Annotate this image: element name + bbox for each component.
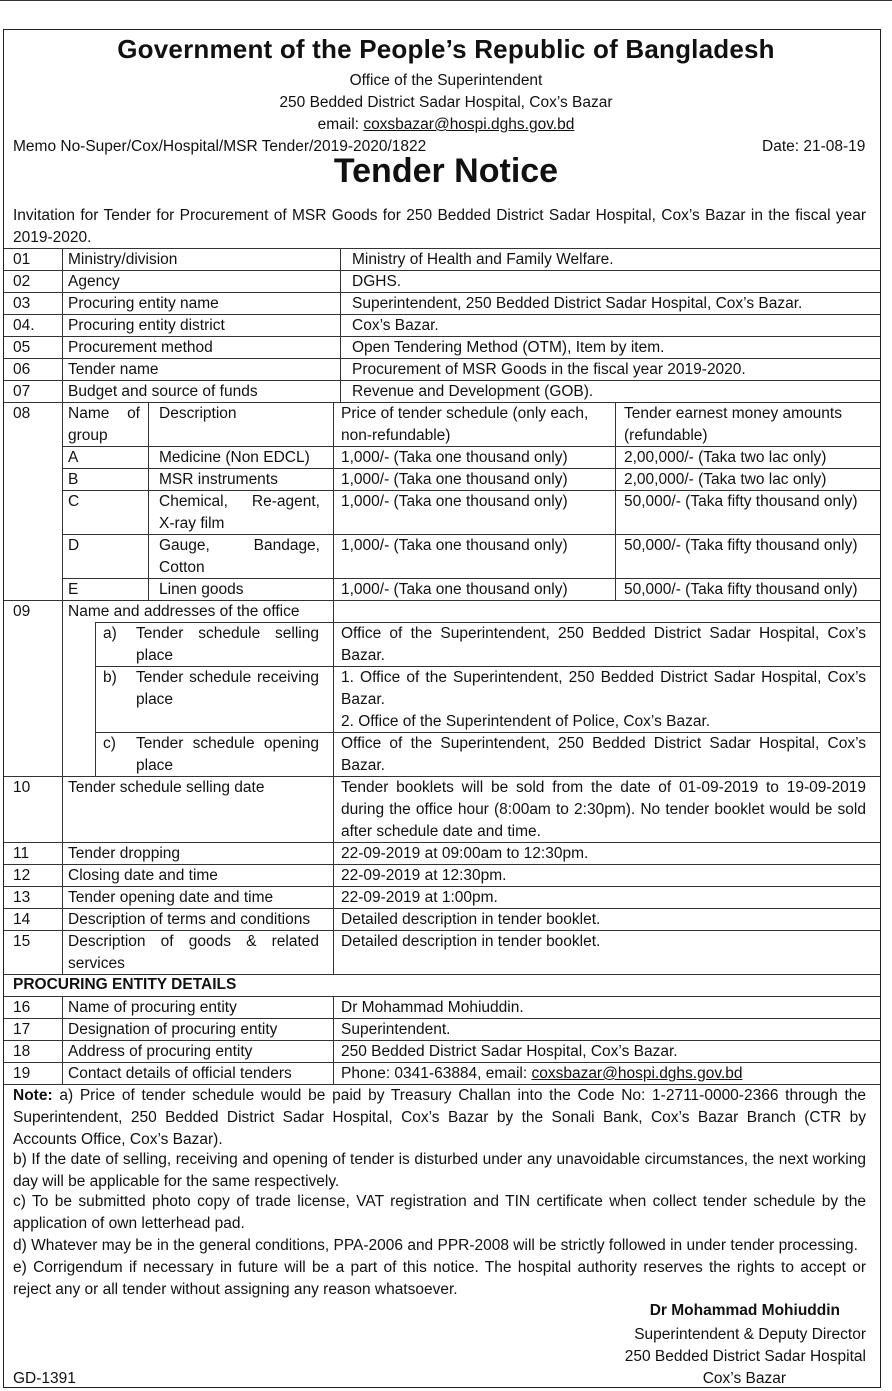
table-rule-v	[333, 402, 334, 600]
row-number: 05	[13, 339, 31, 356]
group-description: Chemical, Re-agent,	[159, 493, 320, 510]
row-08-number: 08	[13, 405, 31, 422]
row-19-number: 19	[13, 1065, 31, 1082]
earnest-money: 2,00,000/- (Taka two lac only)	[624, 471, 827, 488]
office-item-address: Bazar.	[341, 647, 385, 664]
row-label: Description of terms and conditions	[68, 911, 311, 928]
row-15-label-line2: services	[68, 955, 125, 972]
row-number: 06	[13, 361, 31, 378]
row-15-value: Detailed description in tender booklet.	[341, 933, 601, 950]
row-number: 12	[13, 867, 31, 884]
table-rule-v	[333, 600, 334, 974]
email-label: email:	[317, 116, 359, 133]
earnest-money: 2,00,000/- (Taka two lac only)	[624, 449, 827, 466]
group-description: Gauge, Bandage,	[159, 537, 320, 554]
office-line: Office of the Superintendent	[349, 72, 543, 89]
note-d: d) Whatever may be in the general conditions, PPA-2006 and PPR-2008 will be strictly followed in under tender processing.	[13, 1237, 858, 1254]
row-value: Detailed description in tender booklet.	[341, 911, 601, 928]
group-header-line2: group	[68, 427, 108, 444]
row-label: Name of procuring entity	[68, 999, 237, 1016]
selling-date-text: after schedule date and time.	[341, 823, 541, 840]
signatory-location: Cox’s Bazar	[702, 1370, 786, 1387]
office-item-letter: a)	[103, 625, 117, 642]
email-link[interactable]: coxsbazar@hospi.dghs.gov.bd	[363, 116, 575, 133]
signatory-hospital: 250 Bedded District Sadar Hospital	[624, 1348, 866, 1365]
row-label: Tender opening date and time	[68, 889, 274, 906]
row-number: 11	[13, 845, 30, 862]
signatory-name: Dr Mohammad Mohiuddin	[649, 1302, 840, 1319]
office-item-label: place	[136, 647, 174, 664]
office-item-address: 2. Office of the Superintendent of Police, Cox’s Bazar.	[341, 713, 711, 730]
price-header-line2: non-refundable)	[341, 427, 451, 444]
row-number: 07	[13, 383, 31, 400]
row-number: 16	[13, 999, 31, 1016]
notice-date: Date: 21-08-19	[762, 138, 866, 155]
row-value: 22-09-2019 at 09:00am to 12:30pm.	[341, 845, 589, 862]
memo-number: Memo No-Super/Cox/Hospital/MSR Tender/2019-2020/1822	[13, 138, 427, 155]
row-19-label: Contact details of official tenders	[68, 1065, 292, 1082]
table-rule-v	[615, 402, 616, 600]
top-rule	[0, 0, 892, 1]
invitation-text: Invitation for Tender for Procurement of MSR Goods for 250 Bedded District Sadar Hospital, Cox’s Bazar in the fiscal year 2019-2020.	[13, 207, 866, 246]
signatory-designation: Superintendent & Deputy Director	[634, 1326, 866, 1343]
note-e: e) Corrigendum if necessary in future will be a part of this notice. The hospital authority reserves the rights to accept or reject any or all tender without assigning any reason whatsoever.	[13, 1259, 866, 1298]
earnest-money: 50,000/- (Taka fifty thousand only)	[624, 493, 858, 510]
row-09-label: Name and addresses of the office	[68, 603, 300, 620]
table-rule-v	[340, 248, 341, 402]
row-label: Ministry/division	[68, 251, 178, 268]
office-item-address: Bazar.	[341, 757, 385, 774]
table-rule-v	[95, 622, 96, 776]
page-title: Tender Notice	[333, 152, 559, 190]
footer-code: GD-1391	[13, 1370, 76, 1387]
group-description: MSR instruments	[159, 471, 278, 488]
schedule-price: 1,000/- (Taka one thousand only)	[341, 493, 568, 510]
row-number: 18	[13, 1043, 31, 1060]
row-10-label: Tender schedule selling date	[68, 779, 265, 796]
row-value: Revenue and Development (GOB).	[352, 383, 594, 400]
procuring-heading: PROCURING ENTITY DETAILS	[13, 976, 237, 993]
row-15-label-line1: Description of goods & related	[68, 933, 319, 950]
group-letter: A	[68, 449, 79, 466]
note-a	[13, 1085, 866, 1151]
row-label: Address of procuring entity	[68, 1043, 253, 1060]
note-a-text: a) Price of tender schedule would be paid by Treasury Challan into the Code No: 1-2711-0000-2366 through the Superintendent, 250 Bedded District Sadar Hospital, Cox’s Bazar by the Sonali Bank, Cox’s Bazar Branch (CTR by Accounts Office, Cox’s Bazar).	[13, 1087, 866, 1148]
row-19-value	[341, 1063, 743, 1085]
row-number: 02	[13, 273, 31, 290]
office-item-address: Bazar.	[341, 691, 385, 708]
schedule-price: 1,000/- (Taka one thousand only)	[341, 471, 568, 488]
row-value: 22-09-2019 at 1:00pm.	[341, 889, 498, 906]
earnest-money: 50,000/- (Taka fifty thousand only)	[624, 537, 858, 554]
office-item-label: Tender schedule selling	[136, 625, 319, 642]
office-item-address: 1. Office of the Superintendent, 250 Bedded District Sadar Hospital, Cox’s	[341, 669, 866, 686]
schedule-price: 1,000/- (Taka one thousand only)	[341, 581, 568, 598]
row-09-number: 09	[13, 603, 31, 620]
email-line	[0, 114, 892, 136]
office-item-address: Office of the Superintendent, 250 Bedded District Sadar Hospital, Cox’s	[341, 735, 866, 752]
row-value: Cox’s Bazar.	[352, 317, 439, 334]
office-item-label: place	[136, 691, 174, 708]
row-value: Superintendent, 250 Bedded District Sadar Hospital, Cox’s Bazar.	[352, 295, 803, 312]
row-value: Ministry of Health and Family Welfare.	[352, 251, 614, 268]
row-label: Procuring entity name	[68, 295, 219, 312]
office-item-address: Office of the Superintendent, 250 Bedded District Sadar Hospital, Cox’s	[341, 625, 866, 642]
group-letter: B	[68, 471, 79, 488]
table-rule-v	[333, 996, 334, 1084]
row-label: Agency	[68, 273, 120, 290]
contact-phone: Phone: 0341-63884, email:	[341, 1065, 532, 1082]
office-item-label: Tender schedule opening	[136, 735, 319, 752]
group-description: Linen goods	[159, 581, 244, 598]
row-number: 04.	[13, 317, 35, 334]
table-rule-v	[62, 996, 63, 1084]
money-header-line1: Tender earnest money amounts	[624, 405, 842, 422]
group-header-line1	[68, 403, 140, 425]
group-letter: E	[68, 581, 79, 598]
row-value: 22-09-2019 at 12:30pm.	[341, 867, 507, 884]
note-b: b) If the date of selling, receiving and opening of tender is disturbed under any unavoidable circumstances, the next working day will be applicable for the same respectively.	[13, 1151, 866, 1190]
row-value: Procurement of MSR Goods in the fiscal year 2019-2020.	[352, 361, 746, 378]
row-number: 01	[13, 251, 31, 268]
row-number: 14	[13, 911, 31, 928]
row-label: Designation of procuring entity	[68, 1021, 278, 1038]
selling-date-text: during the office hour (8:00am to 2:30pm). No tender booklet would be sold	[341, 801, 866, 818]
note-label: Note:	[13, 1087, 53, 1104]
group-letter: C	[68, 493, 80, 510]
row-number: 17	[13, 1021, 31, 1038]
group-description: Cotton	[159, 559, 205, 576]
office-item-letter: c)	[103, 735, 116, 752]
row-15-number: 15	[13, 933, 31, 950]
group-header-name: Name	[68, 405, 110, 422]
row-label: Procurement method	[68, 339, 213, 356]
group-header-of: of	[127, 405, 140, 422]
contact-email-link[interactable]: coxsbazar@hospi.dghs.gov.bd	[531, 1065, 743, 1082]
money-header-line2: (refundable)	[624, 427, 708, 444]
row-label: Tender name	[68, 361, 159, 378]
row-label: Procuring entity district	[68, 317, 225, 334]
row-value: Open Tendering Method (OTM), Item by item.	[352, 339, 665, 356]
price-header-line1: Price of tender schedule (only each,	[341, 405, 589, 422]
group-description: Medicine (Non EDCL)	[159, 449, 310, 466]
table-rule-v	[62, 248, 63, 974]
row-value: DGHS.	[352, 273, 402, 290]
office-item-label: Tender schedule receiving	[136, 669, 319, 686]
schedule-price: 1,000/- (Taka one thousand only)	[341, 537, 568, 554]
selling-date-text: Tender booklets will be sold from the date of 01-09-2019 to 19-09-2019	[341, 779, 866, 796]
group-description: X-ray film	[159, 515, 225, 532]
row-number: 03	[13, 295, 31, 312]
hospital-line: 250 Bedded District Sadar Hospital, Cox’s Bazar	[279, 94, 613, 111]
group-letter: D	[68, 537, 80, 554]
table-rule-v	[148, 402, 149, 600]
row-label: Tender dropping	[68, 845, 181, 862]
note-c: c) To be submitted photo copy of trade license, VAT registration and TIN certificate when collect tender schedule by the application of own letterhead pad.	[13, 1193, 866, 1232]
row-10-number: 10	[13, 779, 31, 796]
row-value: Superintendent.	[341, 1021, 451, 1038]
office-item-label: place	[136, 757, 174, 774]
office-item-letter: b)	[103, 669, 117, 686]
row-number: 13	[13, 889, 31, 906]
government-title: Government of the People’s Republic of Bangladesh	[117, 34, 775, 64]
description-header: Description	[159, 405, 237, 422]
row-value: 250 Bedded District Sadar Hospital, Cox’s Bazar.	[341, 1043, 678, 1060]
row-label: Closing date and time	[68, 867, 218, 884]
row-value: Dr Mohammad Mohiuddin.	[341, 999, 524, 1016]
row-label: Budget and source of funds	[68, 383, 258, 400]
earnest-money: 50,000/- (Taka fifty thousand only)	[624, 581, 858, 598]
schedule-price: 1,000/- (Taka one thousand only)	[341, 449, 568, 466]
